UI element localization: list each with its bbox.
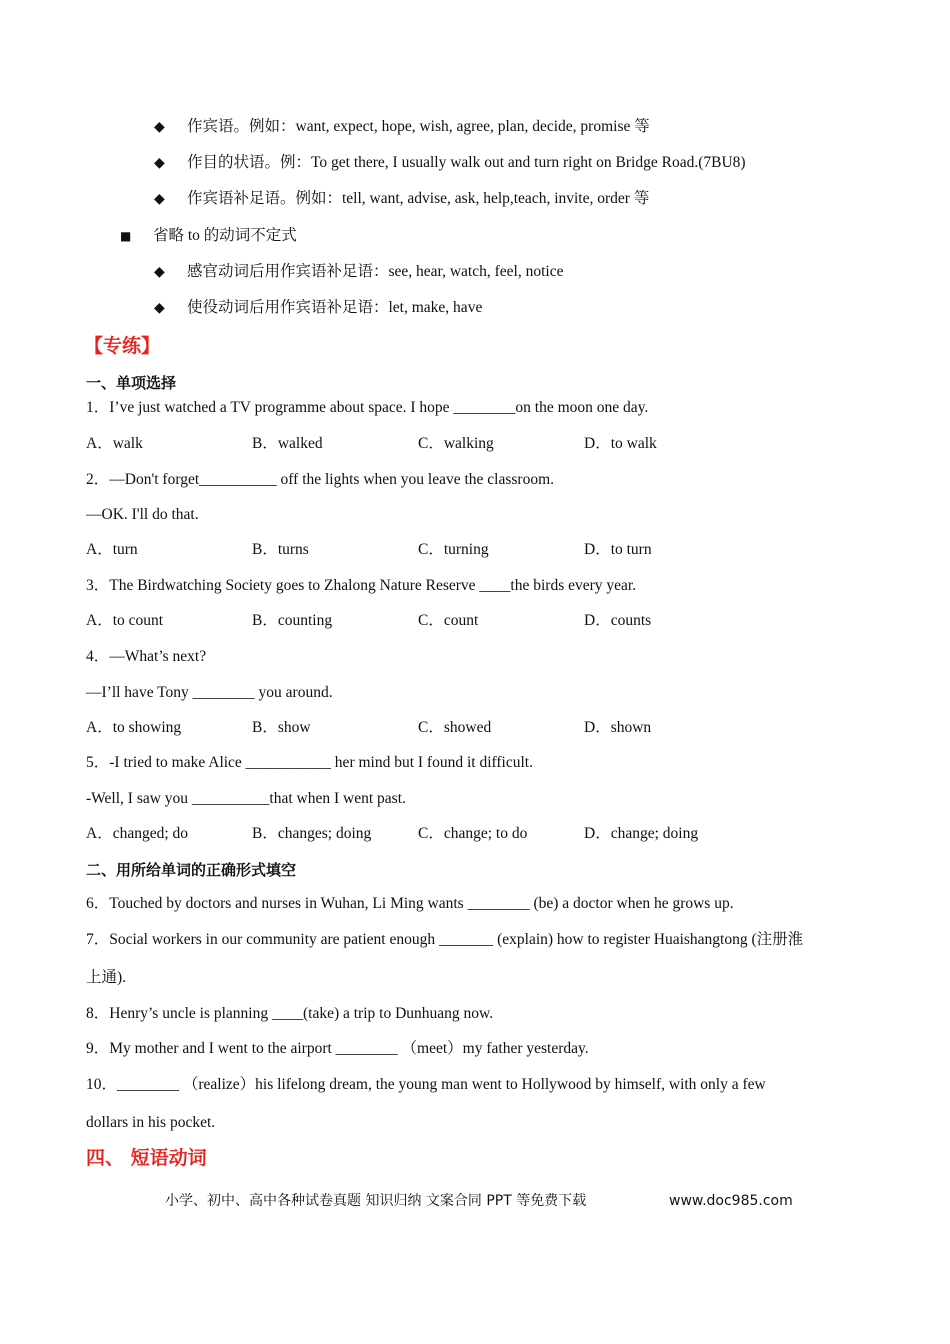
bullet-object-complement: 作宾语补足语。例如：tell, want, advise, ask, help,teach, invite, order 等 [187,190,650,207]
bullet-causative-verbs: 使役动词后用作宾语补足语：let, make, have [187,299,483,316]
square-bullet-icon: ■ [120,229,132,243]
question-2-stem: 2．—Don't forget__________ off the lights when you leave the classroom. [86,471,555,488]
bullet-bare-infinitive: 省略 to 的动词不定式 [153,227,297,244]
question-3-stem: 3．The Birdwatching Society goes to Zhalong Nature Reserve ____the birds every year. [86,577,637,594]
q1-option-b: B．walked [252,435,323,452]
q5-option-a: A．changed; do [86,825,189,842]
q4-option-b: B．show [252,719,311,736]
q3-option-c: C．count [418,612,479,629]
question-2-reply: —OK. I'll do that. [86,506,199,523]
section-fill-in-blanks: 二、用所给单词的正确形式填空 [86,861,297,879]
question-4-stem: 4．—What’s next? [86,648,207,665]
bullet-sense-verbs: 感官动词后用作宾语补足语：see, hear, watch, feel, notice [187,263,564,280]
question-9: 9．My mother and I went to the airport ________ （meet）my father yesterday. [86,1040,589,1057]
footer-website-link[interactable]: www.doc985.com [669,1193,793,1209]
q5-option-c: C．change; to do [418,825,528,842]
diamond-bullet-icon: ◆ [154,119,165,135]
q3-option-a: A．to count [86,612,164,629]
question-10-continued: dollars in his pocket. [86,1114,216,1131]
question-6: 6．Touched by doctors and nurses in Wuhan, Li Ming wants ________ (be) a doctor when he grows up. [86,895,734,912]
section-single-choice: 一、单项选择 [86,374,177,392]
q2-option-d: D．to turn [584,541,652,558]
question-1-stem: 1．I’ve just watched a TV programme about space. I hope ________on the moon one day. [86,399,649,416]
question-5-stem: 5．-I tried to make Alice ___________ her mind but I found it difficult. [86,754,533,771]
diamond-bullet-icon: ◆ [154,155,165,171]
question-8: 8．Henry’s uncle is planning ____(take) a trip to Dunhuang now. [86,1005,494,1022]
q2-option-b: B．turns [252,541,309,558]
q1-option-d: D．to walk [584,435,657,452]
question-5-reply: -Well, I saw you __________that when I went past. [86,790,406,807]
q4-option-a: A．to showing [86,719,182,736]
q3-option-d: D．counts [584,612,652,629]
q2-option-c: C．turning [418,541,489,558]
practice-title: 【专练】 [84,335,161,357]
question-4-reply: —I’ll have Tony ________ you around. [86,684,333,701]
question-7-continued: 上通). [86,969,127,986]
question-10: 10．________ （realize）his lifelong dream, the young man went to Hollywood by himself, with only a few [86,1076,766,1093]
bullet-object: 作宾语。例如：want, expect, hope, wish, agree, plan, decide, promise 等 [187,118,650,135]
q4-option-d: D．shown [584,719,652,736]
q5-option-b: B．changes; doing [252,825,372,842]
question-7: 7．Social workers in our community are patient enough _______ (explain) how to register Huaishangtong (注册淮 [86,931,804,948]
bullet-purpose-adverbial: 作目的状语。例：To get there, I usually walk out and turn right on Bridge Road.(7BU8) [187,154,746,171]
q5-option-d: D．change; doing [584,825,699,842]
q2-option-a: A．turn [86,541,138,558]
diamond-bullet-icon: ◆ [154,191,165,207]
section-phrasal-verbs: 四、 短语动词 [86,1147,207,1169]
diamond-bullet-icon: ◆ [154,264,165,280]
footer-text: 小学、初中、高中各种试卷真题 知识归纳 文案合同 PPT 等免费下载 [165,1193,587,1209]
diamond-bullet-icon: ◆ [154,300,165,316]
q3-option-b: B．counting [252,612,333,629]
q1-option-c: C．walking [418,435,494,452]
q1-option-a: A．walk [86,435,143,452]
q4-option-c: C．showed [418,719,492,736]
